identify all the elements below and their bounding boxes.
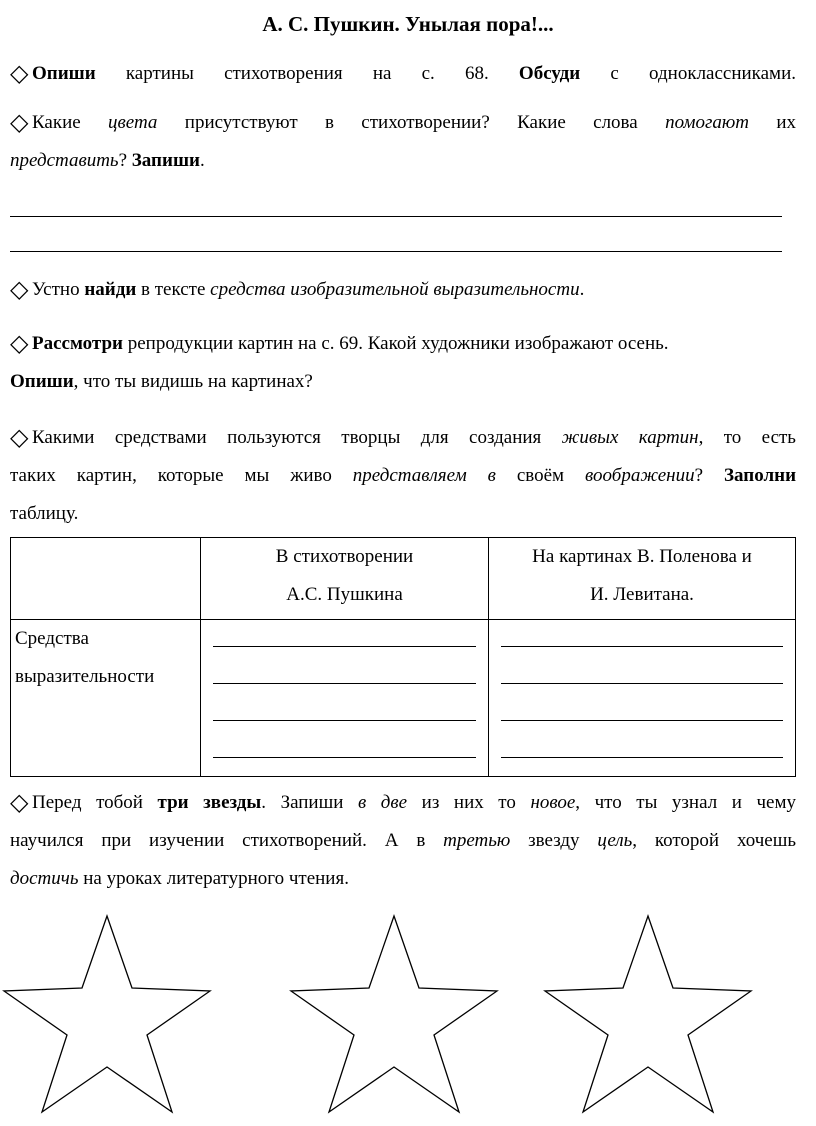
task-find-means: ◇ Устно найди в тексте средства изобразительной выразительности. [10, 271, 796, 309]
table-row-label: Средства выразительности [11, 620, 201, 777]
star-outline-icon[interactable] [291, 916, 497, 1112]
table-row [11, 620, 796, 777]
paintings-answer-cell[interactable] [489, 620, 796, 777]
star-outline-icon[interactable] [545, 916, 751, 1112]
diamond-outline-icon: ◇ [10, 110, 29, 136]
diamond-outline-icon: ◇ [10, 331, 29, 357]
diamond-outline-icon: ◇ [10, 277, 29, 303]
table-header-row [11, 538, 796, 620]
answer-line[interactable] [213, 647, 476, 684]
star-outline-icon[interactable] [4, 916, 210, 1112]
diamond-outline-icon: ◇ [10, 790, 29, 816]
answer-line[interactable] [10, 216, 782, 217]
task-fill-table: ◇ Какими средствами пользуются творцы для создания живых картин, то есть таких картин, которые мы живо представляем в своём воображении? Заполни таблицу. [10, 419, 796, 533]
answer-line[interactable] [501, 647, 783, 684]
answer-line[interactable] [213, 721, 476, 758]
answer-line[interactable] [501, 721, 783, 758]
stars-area [0, 914, 816, 1126]
answer-line[interactable] [501, 684, 783, 721]
answer-line[interactable] [501, 620, 783, 647]
task-colors: ◇ Какие цвета присутствуют в стихотворении? Какие слова помогают их представить? Запиши. [10, 104, 796, 180]
table-header-poem: В стихотворении А.С. Пушкина [201, 538, 489, 620]
answer-line[interactable] [213, 620, 476, 647]
task-stars: ◇ Перед тобой три звезды. Запиши в две из них то новое, что ты узнал и чему научился при изучении стихотворений. А в третью звезду цель, которой хочешь достичь на уроках литературного чтения. [10, 784, 796, 898]
task-describe: ◇ Опиши картины стихотворения на с. 68. Обсуди с одноклассниками. [10, 55, 796, 93]
task-reproductions: ◇ Рассмотри репродукции картин на с. 69. Какой художники изображают осень. Опиши, что ты видишь на картинах? [10, 325, 796, 401]
page-title: А. С. Пушкин. Унылая пора!... [262, 12, 554, 36]
table-header-paintings: На картинах В. Поленова и И. Левитана. [489, 538, 796, 620]
poem-answer-cell[interactable] [201, 620, 489, 777]
diamond-outline-icon: ◇ [10, 61, 29, 87]
diamond-outline-icon: ◇ [10, 425, 29, 451]
table-corner-cell [11, 538, 201, 620]
answer-line[interactable] [213, 684, 476, 721]
comparison-table [10, 537, 796, 777]
answer-line[interactable] [10, 251, 782, 252]
